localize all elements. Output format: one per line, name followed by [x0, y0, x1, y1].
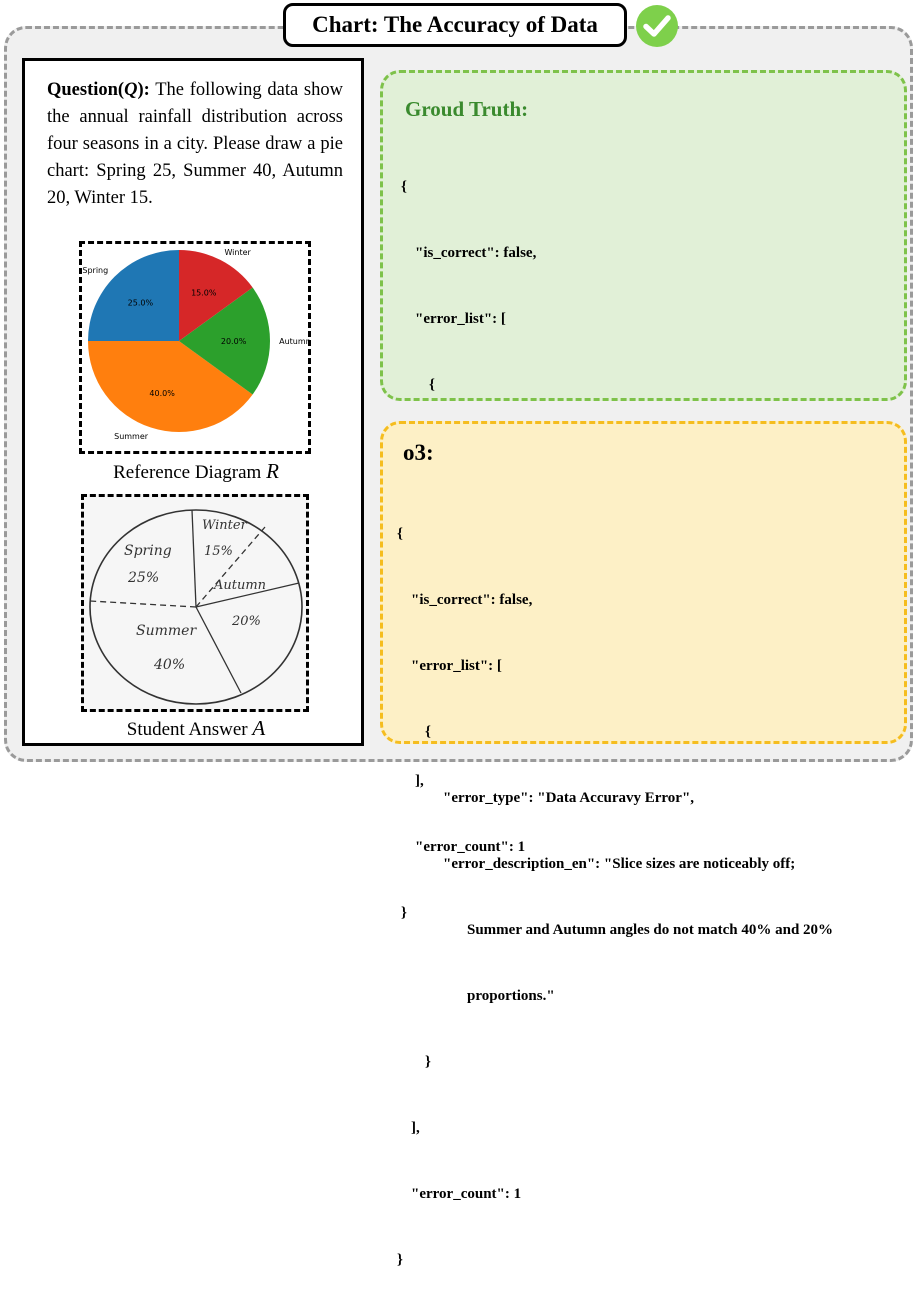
pie-category-label: Autumn: [279, 337, 311, 346]
ground-truth-title: Groud Truth:: [405, 97, 529, 121]
student-caption: [25, 716, 367, 741]
code-line: {: [425, 724, 431, 740]
question-text: [47, 77, 343, 212]
sketch-line-top: [192, 510, 196, 607]
pie-category-label: Spring: [82, 266, 109, 276]
code-line: {: [401, 179, 407, 195]
code-line: }: [401, 905, 407, 921]
code-line: }: [397, 1252, 403, 1268]
code-line: "error_list": [: [411, 658, 502, 674]
sketch-line-left: [90, 601, 196, 607]
code-line: "error_count": 1: [415, 839, 526, 855]
pie-category-label: Summer: [114, 432, 149, 442]
pie-category-label: Winter: [224, 247, 251, 257]
code-line: ],: [415, 773, 424, 789]
code-line: "error_type": "Data Accuravy Error",: [443, 790, 695, 806]
student-symbol: A: [252, 716, 266, 740]
pie-data-label: 20.0%: [220, 337, 247, 346]
code-line: "error_count": 1: [411, 1186, 522, 1202]
student-pie-sketch: [84, 497, 306, 709]
o3-title: o3:: [403, 440, 434, 465]
o3-json: [397, 479, 833, 1315]
pie-slice-spring: [88, 250, 179, 341]
code-line: {: [397, 526, 403, 542]
reference-caption-text: Reference Diagram: [113, 462, 267, 483]
code-line: "error_description_en": "Slice sizes are noticeably off;: [443, 856, 796, 872]
student-caption-text: Student Answer: [126, 719, 253, 740]
code-line: {: [429, 377, 435, 393]
question-label: Question(: [47, 80, 125, 100]
sketch-label-autumn-pct: 20%: [232, 614, 261, 629]
sketch-label-summer: Summer: [136, 623, 197, 639]
figure-title: Chart: The Accuracy of Data: [283, 3, 627, 47]
sketch-label-spring: Spring: [124, 543, 172, 559]
sketch-line-diag: [196, 527, 265, 607]
reference-pie-chart: [82, 244, 311, 451]
question-symbol: Q: [124, 80, 138, 100]
code-line: }: [425, 1054, 431, 1070]
pie-data-label: 15.0%: [191, 288, 217, 298]
o3-panel: [380, 421, 907, 1268]
code-line: ],: [411, 1120, 420, 1136]
code-line: proportions.": [467, 988, 555, 1004]
question-body: The following data show the annual rainfall distribution across four seasons in a city. Please draw a pie chart: Spring 25, Summer 40, Autumn 20, Winter 15.: [47, 80, 343, 208]
sketch-label-summer-pct: 40%: [154, 657, 186, 673]
student-answer-sketch: [81, 494, 309, 712]
reference-symbol: R: [266, 459, 279, 483]
pie-data-label: 25.0%: [127, 298, 154, 308]
sketch-label-autumn: Autumn: [214, 578, 267, 593]
question-label-end: ):: [137, 80, 150, 100]
sketch-label-spring-pct: 25%: [128, 570, 160, 586]
reference-caption: [25, 459, 367, 484]
code-line: "error_list": [: [415, 311, 506, 327]
code-line: Summer and Autumn angles do not match 40% and 20%: [467, 922, 834, 938]
check-circle-icon: [634, 3, 680, 49]
sketch-label-winter: Winter: [202, 518, 247, 533]
code-line: "is_correct": false,: [415, 245, 537, 261]
pie-data-label: 40.0%: [149, 388, 175, 398]
code-line: "is_correct": false,: [411, 592, 533, 608]
reference-diagram: [79, 241, 311, 454]
sketch-label-winter-pct: 15%: [204, 544, 233, 559]
question-panel: [22, 58, 364, 746]
